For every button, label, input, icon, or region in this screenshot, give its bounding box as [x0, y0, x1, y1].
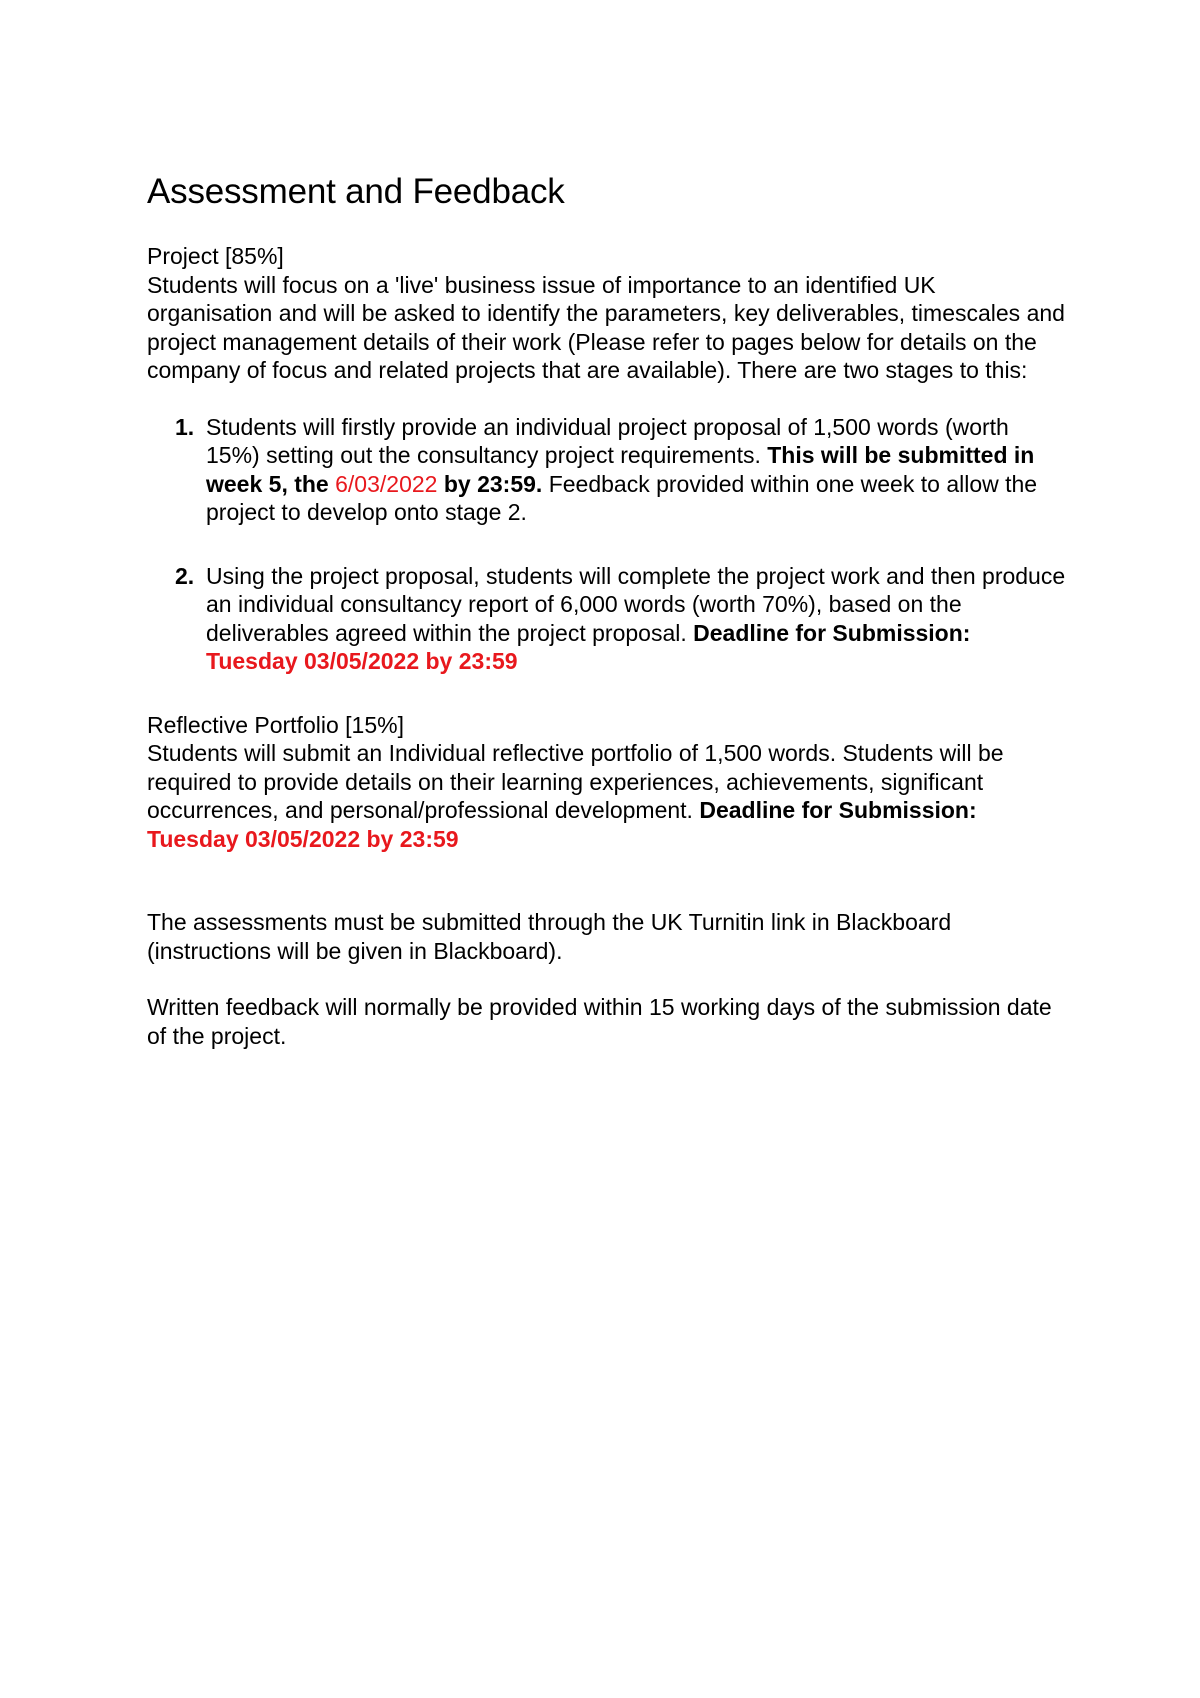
list-number: 1.: [175, 413, 195, 440]
deadline-date: Tuesday 03/05/2022 by 23:59: [206, 648, 518, 674]
page-title: Assessment and Feedback: [147, 172, 565, 211]
stage-red-date: 6/03/2022: [335, 470, 438, 497]
deadline-date: Tuesday 03/05/2022 by 23:59: [147, 825, 459, 852]
stage-text: Using the project proposal, students will complete the project work and then produce an individual consultancy report of 6,000 words (worth 70%), based on the deliverables agreed within the project proposal.: [206, 562, 1066, 646]
portfolio-text-block: [147, 739, 1067, 853]
project-section: [147, 242, 1067, 676]
document-page: [147, 170, 1067, 1050]
stage-text-after: Feedback provided within one week to allow the project to develop onto stage 2.: [206, 470, 1038, 525]
project-intro: Students will focus on a 'live' business issue of importance to an identified UK organisation and will be asked to identify the parameters, key deliverables, timescales and project management details of their work (Please refer to pages below for details on the company of focus and related projects that are available). There are two stages to this:: [147, 271, 1065, 383]
stage-bold-time: by 23:59.: [443, 470, 543, 497]
project-heading: Project [85%]: [147, 243, 284, 269]
feedback-note: Written feedback will normally be provided within 15 working days of the submission date of the project.: [147, 994, 1052, 1049]
list-item: [147, 562, 1067, 676]
list-item: [147, 413, 1067, 527]
stage-bold-text: This will be submitted in week 5, the: [206, 442, 1035, 497]
portfolio-heading: Reflective Portfolio [15%]: [147, 711, 404, 738]
portfolio-section: [147, 711, 1067, 854]
stages-list: [147, 413, 1067, 676]
deadline-label: Deadline for Submission:: [699, 797, 977, 823]
deadline-label: Deadline for Submission:: [693, 619, 971, 646]
list-number: 2.: [175, 562, 195, 589]
portfolio-text: Students will submit an Individual reflective portfolio of 1,500 words. Students will be required to provide details on their learning experiences, achievements, significant occurrences, and personal/professional development.: [147, 740, 1004, 823]
stage-text: Students will firstly provide an individual project proposal of 1,500 words (worth 15%) setting out the consultancy project requirements.: [206, 413, 1009, 468]
submission-instructions: The assessments must be submitted through the UK Turnitin link in Blackboard (instructions will be given in Blackboard).: [147, 909, 952, 964]
